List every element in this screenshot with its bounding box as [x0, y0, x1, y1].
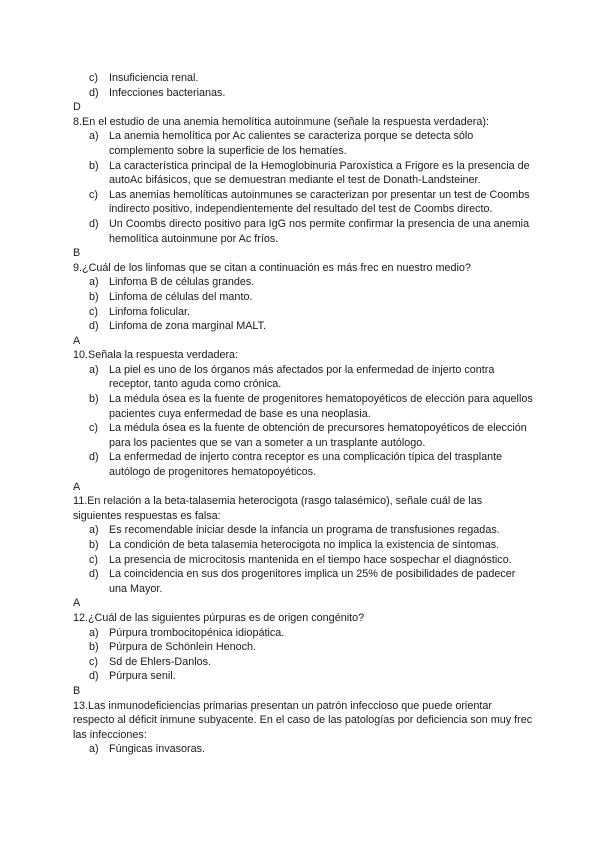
option-text: Insuficiencia renal. — [109, 72, 199, 84]
option-label: c) — [89, 553, 98, 566]
answer-option — [73, 655, 533, 670]
answer-option — [73, 86, 533, 101]
answer-option — [73, 421, 533, 450]
option-label: d) — [89, 320, 99, 333]
option-text: Púrpura de Schönlein Henoch. — [109, 641, 257, 654]
option-label: b) — [89, 159, 99, 172]
option-text: Un Coombs directo positivo para IgG nos permite confirmar la presencia de una anemia hemolítica autoinmune por Ac fríos. — [109, 217, 530, 245]
option-text: La coincidencia en sus dos progenitores implica un 25% de posibilidades de padecer una Mayor. — [109, 568, 516, 595]
answer-option — [73, 538, 533, 553]
answer-option — [73, 742, 533, 757]
option-text: Es recomendable iniciar desde la infancia un programa de transfusiones regadas. — [109, 524, 500, 537]
answer-option — [73, 129, 533, 158]
answer-key: B — [73, 684, 81, 697]
answer-key: A — [73, 480, 81, 493]
option-text: Linfoma de zona marginal MALT. — [109, 320, 267, 333]
answer-option — [73, 275, 533, 290]
answer-option — [73, 553, 533, 568]
answer-key: B — [73, 247, 81, 260]
answer-option — [73, 290, 533, 305]
option-label: d) — [89, 451, 99, 464]
option-label: c) — [89, 72, 98, 84]
option-label: c) — [89, 188, 98, 201]
option-text: Infecciones bacterianas. — [109, 86, 226, 99]
answer-option — [73, 217, 533, 246]
option-text: La presencia de microcitosis mantenida en el tiempo hace sospechar el diagnóstico. — [109, 553, 512, 566]
question-text: 8.En el estudio de una anemia hemolítica autoinmune (señale la respuesta verdadera): — [73, 115, 489, 128]
option-text: La anemia hemolítica por Ac calientes se caracteriza porque se detecta sólo complemento sobre la superficie de los hematíes. — [109, 130, 474, 157]
option-text: La enfermedad de injerto contra receptor es una complicación típica del trasplante autólogo de progenitores hematopoyéticos. — [109, 451, 503, 479]
answer-option — [73, 626, 533, 641]
option-label: d) — [89, 217, 99, 230]
option-text: Linfoma folicular. — [109, 305, 191, 318]
option-text: La característica principal de la Hemoglobinuria Paroxística a Frigore es la presencia de autoAc bifásicos, que se demuestran mediante el test de Donath-Landsteiner. — [109, 159, 530, 187]
option-label: d) — [89, 568, 99, 581]
answer-key: D — [73, 101, 81, 114]
question-text: 12.¿Cuál de las siguientes púrpuras es de origen congénito? — [73, 611, 365, 624]
option-text: La condición de beta talasemia heterocigota no implica la existencia de síntomas. — [109, 539, 500, 551]
answer-option — [73, 363, 533, 392]
answer-option — [73, 188, 533, 217]
option-label: d) — [89, 86, 99, 99]
option-text: Púrpura trombocitopénica idiopática. — [109, 626, 285, 639]
option-label: b) — [89, 641, 99, 654]
answer-option — [73, 159, 533, 188]
question-text: 9.¿Cuál de los linfomas que se citan a continuación es más frec en nuestro medio? — [73, 261, 471, 274]
option-label: a) — [89, 363, 99, 376]
question-text: 11.En relación a la beta-talasemia heterocigota (rasgo talasémico), señale cuál de las siguientes respuestas es falsa: — [73, 495, 483, 522]
option-label: b) — [89, 393, 99, 406]
option-label: a) — [89, 524, 99, 537]
option-text: La médula ósea es la fuente de obtención de precursores hematopoyéticos de elección para los pacientes que se van a someter a un trasplante autólogo. — [109, 422, 527, 449]
answer-option — [73, 640, 533, 655]
answer-option — [73, 669, 533, 684]
answer-option — [73, 392, 533, 421]
option-text: La piel es uno de los órganos más afectados por la enfermedad de injerto contra receptor, tanto aguda como crónica. — [109, 363, 495, 391]
option-text: La médula ósea es la fuente de progenitores hematopoyéticos de elección para aquellos pacientes cuya enfermedad de base es una neoplasia. — [109, 393, 533, 420]
option-text: Fúngicas invasoras. — [109, 743, 206, 756]
option-text: Sd de Ehlers-Danlos. — [109, 655, 212, 668]
option-text: Linfoma B de células grandes. — [109, 276, 255, 289]
option-text: Púrpura senil. — [109, 670, 176, 683]
option-label: c) — [89, 422, 98, 435]
answer-key: A — [73, 334, 81, 347]
option-text: Las anemias hemolíticas autoinmunes se caracterizan por presentar un test de Coombs indirecto positivo, independientemente del resultado del test de Coombs directo. — [109, 188, 530, 216]
question-text: 13.Las inmunodeficiencias primarias presentan un patrón infeccioso que puede orientar respecto al déficit inmune subyacente. En el caso de las patologías por deficiencia son muy frec las infecciones: — [73, 699, 533, 741]
answer-option — [73, 450, 533, 479]
answer-option — [73, 523, 533, 538]
option-label: a) — [89, 130, 99, 143]
answer-key: A — [73, 597, 81, 610]
question-text: 10.Señala la respuesta verdadera: — [73, 349, 239, 362]
exam-content — [73, 71, 533, 757]
option-label: a) — [89, 276, 99, 289]
option-label: b) — [89, 539, 99, 551]
answer-option — [73, 71, 533, 86]
option-text: Linfoma de células del manto. — [109, 290, 253, 303]
answer-option — [73, 567, 533, 596]
option-label: d) — [89, 670, 99, 683]
option-label: b) — [89, 290, 99, 303]
option-label: c) — [89, 655, 98, 668]
option-label: a) — [89, 626, 99, 639]
option-label: c) — [89, 305, 98, 318]
option-label: a) — [89, 743, 99, 756]
answer-option — [73, 305, 533, 320]
answer-option — [73, 319, 533, 334]
